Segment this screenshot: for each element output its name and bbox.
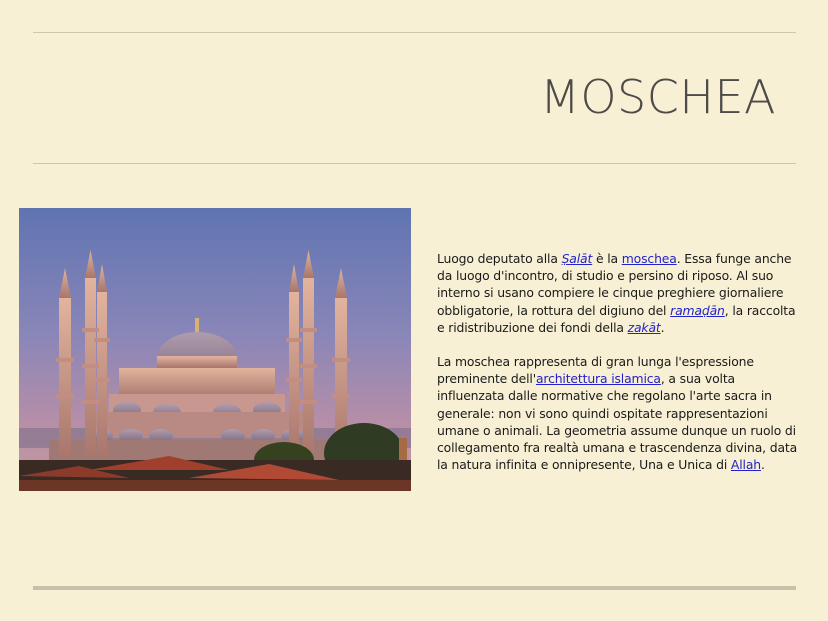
link-ramadan[interactable]: ramaḍān bbox=[670, 302, 725, 318]
text-span: , la raccolta e ridistribuzione dei fondi della bbox=[437, 302, 796, 335]
top-divider bbox=[33, 32, 796, 33]
text-span: La moschea rappresenta di gran lunga l'espressione preminente dell' bbox=[437, 354, 754, 387]
title-divider bbox=[33, 163, 796, 164]
link-salat[interactable]: Ṣalāt bbox=[561, 251, 593, 266]
slide-title: MOSCHEA bbox=[540, 70, 776, 124]
paragraph-intro bbox=[437, 250, 802, 336]
link-moschea[interactable]: moschea bbox=[621, 251, 677, 266]
text-span: è la bbox=[592, 251, 622, 266]
text-span: Luogo deputato alla bbox=[437, 251, 562, 266]
link-zakat[interactable]: zakāt bbox=[627, 319, 661, 335]
text-span: . bbox=[760, 457, 765, 473]
text-span: . Essa funge anche da luogo d'incontro, di studio e persino di riposo. Al suo interno si usano compiere le cinque preghiere giornaliere obbligatorie, la rottura del digiuno del bbox=[437, 251, 792, 318]
paragraph-architecture bbox=[437, 353, 802, 473]
text-span: , a sua volta influenzata dalle normative che regolano l'arte sacra in generale: non vi sono quindi ospitate rappresentazioni umane o animali. La geometria assume dunque un ruolo di collegamento fra realtà umana e trascendenza divina, data la natura infinita e onnipresente, Una e Unica di bbox=[437, 371, 798, 473]
link-allah[interactable]: Allah bbox=[730, 457, 761, 473]
description-text bbox=[437, 250, 802, 473]
link-architettura-islamica[interactable]: architettura islamica bbox=[535, 371, 661, 387]
mosque-photo bbox=[19, 208, 411, 491]
text-span: . bbox=[660, 319, 665, 335]
bottom-divider bbox=[33, 586, 796, 590]
